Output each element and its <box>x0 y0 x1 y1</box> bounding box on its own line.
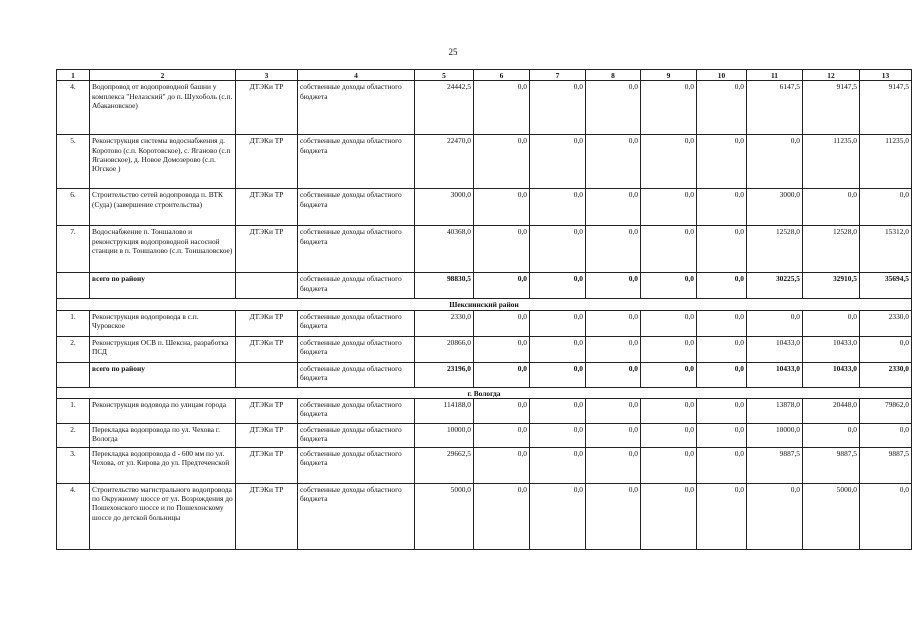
value-col-6: 0,0 <box>474 336 530 362</box>
funding-source: собственные доходы областного бюджета <box>298 362 415 387</box>
funding-source: собственные доходы областного бюджета <box>298 336 415 362</box>
value-col-7: 0,0 <box>530 226 586 273</box>
total-value-col-5: 23196,0 <box>415 362 474 387</box>
value-col-9: 0,0 <box>641 310 697 336</box>
table-row <box>57 135 912 189</box>
value-col-11: 0,0 <box>747 483 803 549</box>
value-col-11: 3000,0 <box>747 189 803 226</box>
total-value-col-12: 32910,5 <box>803 273 860 299</box>
row-number: 7. <box>57 226 90 273</box>
column-header-12: 12 <box>803 70 860 81</box>
value-col-8: 0,0 <box>586 423 641 447</box>
object-name: Строительство сетей водопровода п. ВТК (Суда) (завершение строительства) <box>90 189 236 226</box>
total-value-col-10: 0,0 <box>697 273 747 299</box>
value-col-5: 29662,5 <box>415 447 474 483</box>
total-value-col-9: 0,0 <box>641 273 697 299</box>
value-col-8: 0,0 <box>586 398 641 423</box>
value-col-7: 0,0 <box>530 135 586 189</box>
page-number: 25 <box>448 47 458 57</box>
total-label: всего по району <box>90 362 236 387</box>
value-col-13: 9887,5 <box>860 447 912 483</box>
total-value-col-12: 10433,0 <box>803 362 860 387</box>
total-value-col-8: 0,0 <box>586 273 641 299</box>
object-name: Водопровод от водопроводной башни у комплекса "Нелазский" до п. Шухоболь (с.п. Абакановское) <box>90 81 236 135</box>
value-col-12: 0,0 <box>803 189 860 226</box>
value-col-6: 0,0 <box>474 135 530 189</box>
object-name: Реконструкция ОСВ п. Шексна, разработка ПСД <box>90 336 236 362</box>
total-value-col-6: 0,0 <box>474 362 530 387</box>
customer: ДТЭКи ТР <box>236 398 298 423</box>
value-col-5: 40368,0 <box>415 226 474 273</box>
value-col-7: 0,0 <box>530 310 586 336</box>
funding-source: собственные доходы областного бюджета <box>298 226 415 273</box>
table-row <box>57 81 912 135</box>
total-value-col-8: 0,0 <box>586 362 641 387</box>
row-number: 2. <box>57 336 90 362</box>
column-header-4: 4 <box>298 70 415 81</box>
value-col-9: 0,0 <box>641 336 697 362</box>
value-col-10: 0,0 <box>697 336 747 362</box>
object-name: Реконструкция водовода по улицам города <box>90 398 236 423</box>
value-col-7: 0,0 <box>530 483 586 549</box>
value-col-5: 114188,0 <box>415 398 474 423</box>
value-col-13: 79862,0 <box>860 398 912 423</box>
value-col-5: 5000,0 <box>415 483 474 549</box>
value-col-13: 11235,0 <box>860 135 912 189</box>
funding-source: собственные доходы областного бюджета <box>298 447 415 483</box>
value-col-6: 0,0 <box>474 226 530 273</box>
total-value-col-5: 98830,5 <box>415 273 474 299</box>
value-col-11: 13878,0 <box>747 398 803 423</box>
value-col-6: 0,0 <box>474 447 530 483</box>
value-col-7: 0,0 <box>530 447 586 483</box>
value-col-7: 0,0 <box>530 398 586 423</box>
value-col-9: 0,0 <box>641 189 697 226</box>
value-col-5: 3000,0 <box>415 189 474 226</box>
value-col-10: 0,0 <box>697 135 747 189</box>
value-col-9: 0,0 <box>641 226 697 273</box>
value-col-10: 0,0 <box>697 226 747 273</box>
value-col-6: 0,0 <box>474 483 530 549</box>
value-col-9: 0,0 <box>641 81 697 135</box>
object-name: Реконструкция системы водоснабжения д. Коротово (с.п. Коротовское), с. Яганово (с.п Ягановское), д. Новое Домозерово (с.п. Югское ) <box>90 135 236 189</box>
object-name: Водоснабжение п. Тоншалово и реконструкция водопроводной насосной станции в п. Тоншалово (с.п. Тоншаловское) <box>90 226 236 273</box>
value-col-9: 0,0 <box>641 447 697 483</box>
value-col-12: 20448,0 <box>803 398 860 423</box>
value-col-5: 2330,0 <box>415 310 474 336</box>
section-row <box>57 299 912 310</box>
customer: ДТЭКи ТР <box>236 135 298 189</box>
value-col-10: 0,0 <box>697 189 747 226</box>
customer: ДТЭКи ТР <box>236 81 298 135</box>
row-number: 1. <box>57 398 90 423</box>
column-header-13: 13 <box>860 70 912 81</box>
value-col-12: 0,0 <box>803 423 860 447</box>
customer: ДТЭКи ТР <box>236 336 298 362</box>
customer: ДТЭКи ТР <box>236 226 298 273</box>
total-row <box>57 362 912 387</box>
value-col-5: 22470,0 <box>415 135 474 189</box>
table-row <box>57 189 912 226</box>
column-header-5: 5 <box>415 70 474 81</box>
value-col-8: 0,0 <box>586 310 641 336</box>
value-col-6: 0,0 <box>474 423 530 447</box>
value-col-12: 5000,0 <box>803 483 860 549</box>
value-col-13: 0,0 <box>860 423 912 447</box>
total-empty-cell <box>236 273 298 299</box>
value-col-11: 9887,5 <box>747 447 803 483</box>
value-col-7: 0,0 <box>530 189 586 226</box>
funding-source: собственные доходы областного бюджета <box>298 423 415 447</box>
value-col-11: 10433,0 <box>747 336 803 362</box>
table-row <box>57 423 912 447</box>
column-header-2: 2 <box>90 70 236 81</box>
value-col-10: 0,0 <box>697 447 747 483</box>
row-number: 4. <box>57 483 90 549</box>
value-col-8: 0,0 <box>586 226 641 273</box>
value-col-10: 0,0 <box>697 483 747 549</box>
value-col-12: 12528,0 <box>803 226 860 273</box>
value-col-8: 0,0 <box>586 81 641 135</box>
table-row <box>57 226 912 273</box>
value-col-12: 9887,5 <box>803 447 860 483</box>
value-col-11: 12528,0 <box>747 226 803 273</box>
value-col-12: 9147,5 <box>803 81 860 135</box>
value-col-9: 0,0 <box>641 398 697 423</box>
value-col-13: 0,0 <box>860 483 912 549</box>
object-name: Строительство магистрального водопровода по Окружному шоссе от ул. Возрождения до Пошехонского шоссе и по Пошехонскому шоссе до детской больницы <box>90 483 236 549</box>
total-value-col-9: 0,0 <box>641 362 697 387</box>
total-value-col-11: 30225,5 <box>747 273 803 299</box>
value-col-13: 0,0 <box>860 189 912 226</box>
column-header-6: 6 <box>474 70 530 81</box>
funding-source: собственные доходы областного бюджета <box>298 273 415 299</box>
section-title: Шекснинский район <box>57 299 912 310</box>
total-value-col-13: 35694,5 <box>860 273 912 299</box>
value-col-13: 2330,0 <box>860 310 912 336</box>
column-header-3: 3 <box>236 70 298 81</box>
funding-source: собственные доходы областного бюджета <box>298 135 415 189</box>
value-col-7: 0,0 <box>530 81 586 135</box>
customer: ДТЭКи ТР <box>236 447 298 483</box>
total-value-col-11: 10433,0 <box>747 362 803 387</box>
value-col-8: 0,0 <box>586 135 641 189</box>
row-number: 2. <box>57 423 90 447</box>
funding-source: собственные доходы областного бюджета <box>298 189 415 226</box>
total-empty-cell <box>236 362 298 387</box>
value-col-10: 0,0 <box>697 423 747 447</box>
value-col-8: 0,0 <box>586 336 641 362</box>
value-col-11: 0,0 <box>747 310 803 336</box>
value-col-11: 10000,0 <box>747 423 803 447</box>
funding-source: собственные доходы областного бюджета <box>298 81 415 135</box>
value-col-8: 0,0 <box>586 189 641 226</box>
total-value-col-6: 0,0 <box>474 273 530 299</box>
column-header-8: 8 <box>586 70 641 81</box>
value-col-12: 0,0 <box>803 310 860 336</box>
table-row <box>57 483 912 549</box>
table-row <box>57 447 912 483</box>
value-col-11: 6147,5 <box>747 81 803 135</box>
value-col-7: 0,0 <box>530 336 586 362</box>
total-empty-cell <box>57 362 90 387</box>
total-value-col-10: 0,0 <box>697 362 747 387</box>
value-col-6: 0,0 <box>474 189 530 226</box>
value-col-8: 0,0 <box>586 483 641 549</box>
value-col-12: 10433,0 <box>803 336 860 362</box>
customer: ДТЭКи ТР <box>236 189 298 226</box>
column-header-9: 9 <box>641 70 697 81</box>
value-col-6: 0,0 <box>474 398 530 423</box>
value-col-6: 0,0 <box>474 310 530 336</box>
investment-table <box>56 69 912 550</box>
value-col-11: 0,0 <box>747 135 803 189</box>
funding-source: собственные доходы областного бюджета <box>298 483 415 549</box>
column-header-11: 11 <box>747 70 803 81</box>
value-col-5: 24442,5 <box>415 81 474 135</box>
section-title: г. Вологда <box>57 387 912 398</box>
customer: ДТЭКи ТР <box>236 310 298 336</box>
row-number: 4. <box>57 81 90 135</box>
total-row <box>57 273 912 299</box>
object-name: Перекладка водопровода d - 600 мм по ул. Чехова, от ул. Кирова до ул. Предтеченской <box>90 447 236 483</box>
customer: ДТЭКи ТР <box>236 423 298 447</box>
value-col-13: 9147,5 <box>860 81 912 135</box>
total-label: всего по району <box>90 273 236 299</box>
table-row <box>57 336 912 362</box>
funding-source: собственные доходы областного бюджета <box>298 398 415 423</box>
total-empty-cell <box>57 273 90 299</box>
value-col-6: 0,0 <box>474 81 530 135</box>
value-col-13: 0,0 <box>860 336 912 362</box>
section-row <box>57 387 912 398</box>
value-col-10: 0,0 <box>697 398 747 423</box>
value-col-9: 0,0 <box>641 483 697 549</box>
value-col-10: 0,0 <box>697 310 747 336</box>
table-row <box>57 398 912 423</box>
total-value-col-7: 0,0 <box>530 362 586 387</box>
value-col-7: 0,0 <box>530 423 586 447</box>
value-col-10: 0,0 <box>697 81 747 135</box>
column-header-1: 1 <box>57 70 90 81</box>
row-number: 6. <box>57 189 90 226</box>
column-header-7: 7 <box>530 70 586 81</box>
value-col-12: 11235,0 <box>803 135 860 189</box>
value-col-13: 15312,0 <box>860 226 912 273</box>
table-row <box>57 310 912 336</box>
value-col-8: 0,0 <box>586 447 641 483</box>
row-number: 1. <box>57 310 90 336</box>
value-col-9: 0,0 <box>641 423 697 447</box>
value-col-9: 0,0 <box>641 135 697 189</box>
object-name: Перекладка водопровода по ул. Чехова г. Вологда <box>90 423 236 447</box>
total-value-col-13: 2330,0 <box>860 362 912 387</box>
header-row <box>57 70 912 81</box>
row-number: 5. <box>57 135 90 189</box>
total-value-col-7: 0,0 <box>530 273 586 299</box>
value-col-5: 10000,0 <box>415 423 474 447</box>
column-header-10: 10 <box>697 70 747 81</box>
value-col-5: 20866,0 <box>415 336 474 362</box>
object-name: Реконструкция водопровода в с.п. Чуровское <box>90 310 236 336</box>
funding-source: собственные доходы областного бюджета <box>298 310 415 336</box>
row-number: 3. <box>57 447 90 483</box>
customer: ДТЭКи ТР <box>236 483 298 549</box>
